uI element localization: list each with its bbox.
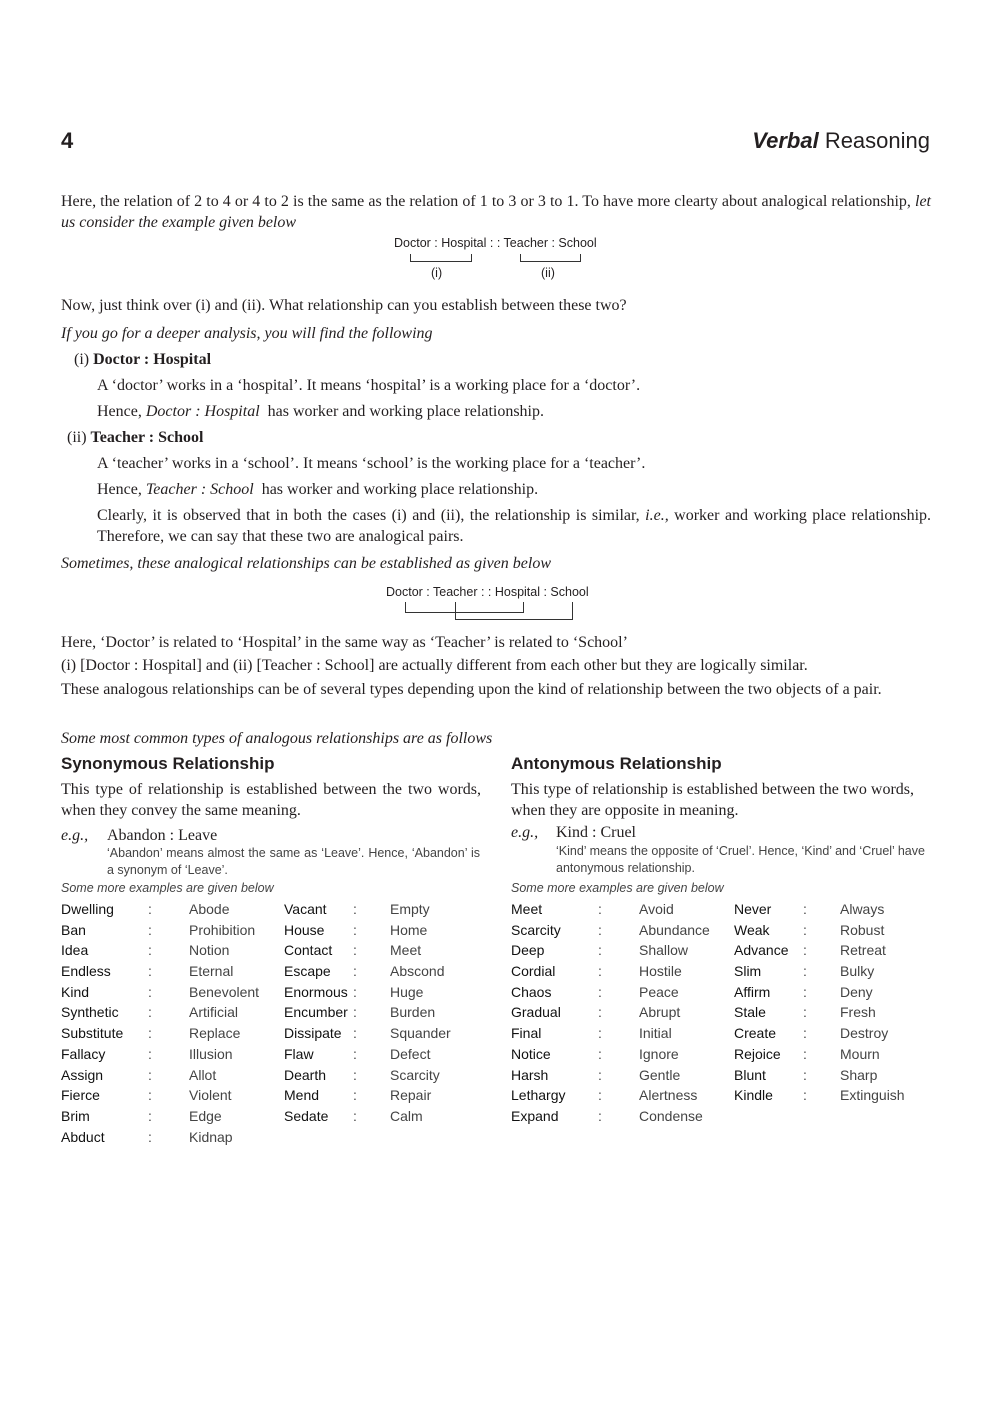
colon-separator: : — [803, 1025, 807, 1042]
word-cell: Destroy — [840, 1025, 889, 1042]
page-number: 4 — [61, 128, 74, 153]
word-cell: Artificial — [189, 1004, 239, 1021]
table-row — [61, 901, 481, 922]
word-cell: Expand — [511, 1107, 559, 1124]
word-cell: Chaos — [511, 983, 552, 1000]
colon-separator: : — [598, 1087, 602, 1104]
diagram-2-text: Doctor : Teacher : : Hospital : School — [386, 585, 589, 599]
table-row — [61, 1025, 481, 1046]
colon-separator: : — [598, 942, 602, 959]
word-cell: Violent — [189, 1087, 232, 1104]
word-cell: Extinguish — [840, 1087, 905, 1104]
word-cell: Encumber — [284, 1004, 348, 1021]
diagram-1-text: Doctor : Hospital : : Teacher : School — [394, 236, 597, 250]
connector-line — [455, 619, 573, 620]
word-cell: Fallacy — [61, 1045, 106, 1062]
word-cell: Abrupt — [639, 1004, 681, 1021]
more-examples-label: Some more examples are given below — [61, 881, 274, 895]
colon-separator: : — [598, 921, 602, 938]
table-row — [511, 1004, 931, 1025]
word-cell: Contact — [284, 942, 333, 959]
connector-line — [523, 602, 524, 613]
table-row — [511, 922, 931, 943]
colon-separator: : — [353, 1087, 357, 1104]
word-cell: Mend — [284, 1087, 320, 1104]
connector-line — [405, 612, 524, 613]
colon-separator: : — [803, 983, 807, 1000]
word-cell: Idea — [61, 942, 89, 959]
word-cell: Replace — [189, 1025, 241, 1042]
word-cell: Flaw — [284, 1045, 314, 1062]
colon-separator: : — [803, 1087, 807, 1104]
word-cell: Peace — [639, 983, 679, 1000]
t: Doctor : Hospital — [145, 403, 260, 420]
intro-italic: let us consider the example given below — [61, 193, 931, 231]
word-cell: Slim — [734, 963, 762, 980]
item-1-line: A ‘doctor’ works in a ‘hospital’. It means ‘hospital’ is a working place for a ‘doctor’. — [97, 377, 641, 394]
colon-separator: : — [598, 963, 602, 980]
bracket-line — [580, 254, 581, 262]
t: Clearly, it is observed that in both the cases (i) and (ii), the relationship is similar, — [97, 507, 640, 524]
table-row — [61, 963, 481, 984]
colon-separator: : — [148, 1107, 152, 1124]
colon-separator: : — [803, 901, 807, 917]
synonym-table — [61, 901, 481, 1149]
word-cell: Notice — [511, 1045, 551, 1062]
table-row — [511, 1046, 931, 1067]
word-cell: Meet — [511, 901, 543, 917]
connector-line — [455, 602, 456, 620]
table-row — [61, 984, 481, 1005]
word-cell: Abode — [189, 901, 230, 917]
word-cell: Abscond — [390, 963, 445, 980]
word-cell: Gradual — [511, 1004, 561, 1021]
colon-separator: : — [148, 1128, 152, 1145]
word-cell: Lethargy — [511, 1087, 566, 1104]
colon-separator: : — [598, 1107, 602, 1124]
word-cell: Defect — [390, 1045, 431, 1062]
item-2-heading — [67, 427, 203, 448]
antonym-table — [511, 901, 931, 1129]
colon-separator: : — [803, 1045, 807, 1062]
colon-separator: : — [598, 1025, 602, 1042]
colon-separator: : — [353, 1025, 357, 1042]
word-cell: Fresh — [840, 1004, 876, 1021]
intro-paragraph — [61, 191, 931, 233]
t: has worker and working place relationship. — [261, 481, 539, 498]
word-cell: Robust — [840, 921, 885, 938]
table-row — [61, 942, 481, 963]
item-title: Doctor : Hospital — [93, 351, 212, 368]
word-cell: Dissipate — [284, 1025, 342, 1042]
word-cell: Fierce — [61, 1087, 100, 1104]
bracket-line — [471, 254, 472, 262]
word-cell: Illusion — [189, 1045, 233, 1062]
word-cell: Condense — [639, 1107, 703, 1124]
word-cell: Brim — [61, 1107, 90, 1124]
t: has worker and working place relationship. — [267, 403, 544, 420]
word-cell: Dwelling — [61, 901, 114, 917]
word-cell: Avoid — [639, 901, 674, 917]
colon-separator: : — [353, 942, 357, 959]
word-cell: Shallow — [639, 942, 689, 959]
eg-label: e.g., — [511, 824, 539, 841]
word-cell: Vacant — [284, 901, 327, 917]
paragraph-italic: Sometimes, these analogical relationships can be established as given below — [61, 555, 551, 572]
word-cell: Huge — [390, 983, 424, 1000]
item-2-line: A ‘teacher’ works in a ‘school’. It means ‘school’ is the working place for a ‘teacher’. — [97, 455, 646, 472]
diagram-1-label-i: (i) — [431, 266, 443, 280]
word-cell: Meet — [390, 942, 422, 959]
colon-separator: : — [598, 1004, 602, 1021]
table-row — [511, 942, 931, 963]
word-cell: Affirm — [734, 983, 771, 1000]
table-row — [61, 1067, 481, 1088]
item-2-hence — [97, 479, 538, 500]
colon-separator: : — [353, 1004, 357, 1021]
word-cell: Prohibition — [189, 921, 256, 938]
running-title — [752, 128, 930, 154]
word-cell: Scarcity — [390, 1066, 440, 1083]
word-cell: Scarcity — [511, 921, 561, 938]
eg-label: e.g., — [61, 827, 89, 844]
word-cell: Deny — [840, 983, 873, 1000]
colon-separator: : — [148, 1045, 152, 1062]
example-explain: ‘Kind’ means the opposite of ‘Cruel’. Hence, ‘Kind’ and ‘Cruel’ have antonymous relationship. — [556, 844, 925, 875]
table-row — [511, 1087, 931, 1108]
item-2-clearly — [97, 505, 931, 547]
word-cell: Mourn — [840, 1045, 880, 1062]
colon-separator: : — [598, 1066, 602, 1083]
word-cell: Gentle — [639, 1066, 681, 1083]
colon-separator: : — [148, 1025, 152, 1042]
diagram-1-label-ii: (ii) — [541, 266, 555, 280]
word-cell: Ban — [61, 921, 86, 938]
word-cell: Deep — [511, 942, 545, 959]
colon-separator: : — [353, 921, 357, 938]
word-cell: Ignore — [639, 1045, 679, 1062]
colon-separator: : — [148, 921, 152, 938]
paragraph: These analogous relationships can be of several types depending upon the kind of relationship between the two objects of a pair. — [61, 681, 882, 698]
word-cell: Allot — [189, 1066, 217, 1083]
word-cell: Squander — [390, 1025, 451, 1042]
colon-separator: : — [803, 1004, 807, 1021]
word-cell: Hostile — [639, 963, 682, 980]
word-cell: Stale — [734, 1004, 766, 1021]
colon-separator: : — [803, 942, 807, 959]
colon-separator: : — [353, 1045, 357, 1062]
table-row — [511, 1025, 931, 1046]
bracket-line — [520, 261, 581, 262]
colon-separator: : — [598, 983, 602, 1000]
t: Teacher : School — [145, 481, 254, 498]
word-cell: Abundance — [639, 921, 710, 938]
section-desc: This type of relationship is established between the two words, when they convey the same meaning. — [61, 781, 481, 819]
word-cell: Burden — [390, 1004, 436, 1021]
table-row — [511, 1108, 931, 1129]
section-heading-synonymous: Synonymous Relationship — [61, 754, 275, 773]
colon-separator: : — [353, 1066, 357, 1083]
colon-separator: : — [148, 983, 152, 1000]
table-row — [511, 901, 931, 922]
intro-text: Here, the relation of 2 to 4 or 4 to 2 is the same as the relation of 1 to 3 or 3 to 1. To have more clearty about analogical relationship, — [61, 193, 911, 210]
table-row — [511, 1067, 931, 1088]
section-desc: This type of relationship is established between the two words, when they are opposite in meaning. — [511, 781, 914, 819]
colon-separator: : — [353, 983, 357, 1000]
table-row — [61, 1087, 481, 1108]
colon-separator: : — [598, 1045, 602, 1062]
item-1-heading — [74, 349, 211, 370]
paragraph-italic: If you go for a deeper analysis, you will find the following — [61, 325, 433, 342]
paragraph: (i) [Doctor : Hospital] and (ii) [Teacher : School] are actually different from each other but they are logically similar. — [61, 657, 808, 674]
section-heading-antonymous: Antonymous Relationship — [511, 754, 722, 773]
word-cell: Advance — [734, 942, 789, 959]
example-explain: ‘Abandon’ means almost the same as ‘Leave’. Hence, ‘Abandon’ is a synonym of ‘Leave’. — [107, 846, 480, 877]
word-cell: Rejoice — [734, 1045, 781, 1062]
word-cell: Retreat — [840, 942, 886, 959]
colon-separator: : — [353, 963, 357, 980]
example-pair: Abandon : Leave — [107, 827, 218, 844]
word-cell: Kind — [61, 983, 90, 1000]
word-cell: Enormous — [284, 983, 348, 1000]
table-row — [61, 922, 481, 943]
item-1-hence — [97, 401, 544, 422]
table-row — [61, 1108, 481, 1129]
bracket-line — [410, 261, 472, 262]
colon-separator: : — [148, 1066, 152, 1083]
word-cell: Alertness — [639, 1087, 698, 1104]
connector-line — [572, 602, 573, 620]
more-examples-label: Some more examples are given below — [511, 881, 724, 895]
word-cell: Home — [390, 921, 428, 938]
word-cell: Eternal — [189, 963, 234, 980]
word-cell: Sharp — [840, 1066, 878, 1083]
colon-separator: : — [803, 963, 807, 980]
colon-separator: : — [803, 1066, 807, 1083]
word-cell: Endless — [61, 963, 111, 980]
t: Hence, — [97, 481, 142, 498]
title-italic: Verbal — [752, 128, 819, 153]
colon-separator: : — [148, 1087, 152, 1104]
word-cell: Synthetic — [61, 1004, 119, 1021]
word-cell: Always — [840, 901, 885, 917]
word-cell: Benevolent — [189, 983, 260, 1000]
table-row — [511, 963, 931, 984]
word-cell: Empty — [390, 901, 430, 917]
item-num: (ii) — [67, 429, 87, 446]
colon-separator: : — [148, 1004, 152, 1021]
item-title: Teacher : School — [90, 429, 204, 446]
paragraph-italic: Some most common types of analogous relationships are as follows — [61, 730, 493, 747]
colon-separator: : — [148, 942, 152, 959]
colon-separator: : — [598, 901, 602, 917]
paragraph: Now, just think over (i) and (ii). What relationship can you establish between these two? — [61, 297, 627, 314]
item-num: (i) — [74, 351, 90, 368]
word-cell: Never — [734, 901, 772, 917]
table-row — [61, 1004, 481, 1025]
t: i.e., — [645, 507, 669, 524]
word-cell: Edge — [189, 1107, 222, 1124]
word-cell: Final — [511, 1025, 542, 1042]
paragraph: Here, ‘Doctor’ is related to ‘Hospital’ in the same way as ‘Teacher’ is related to ‘School’ — [61, 634, 628, 651]
example-pair: Kind : Cruel — [556, 824, 636, 841]
word-cell: Harsh — [511, 1066, 549, 1083]
table-row — [61, 1129, 481, 1150]
word-cell: Cordial — [511, 963, 556, 980]
word-cell: Notion — [189, 942, 230, 959]
word-cell: Create — [734, 1025, 777, 1042]
word-cell: Dearth — [284, 1066, 327, 1083]
word-cell: Kidnap — [189, 1128, 233, 1145]
word-cell: Repair — [390, 1087, 432, 1104]
title-rest: Reasoning — [824, 128, 930, 153]
table-row — [511, 984, 931, 1005]
word-cell: Initial — [639, 1025, 672, 1042]
colon-separator: : — [148, 901, 152, 917]
colon-separator: : — [353, 1107, 357, 1124]
word-cell: Calm — [390, 1107, 423, 1124]
colon-separator: : — [148, 963, 152, 980]
word-cell: Sedate — [284, 1107, 329, 1124]
word-cell: Kindle — [734, 1087, 773, 1104]
word-cell: Weak — [734, 921, 770, 938]
t: worker and working place relationship. Therefore, we can say that these two are analogical pairs. — [97, 507, 932, 545]
t: Hence, — [97, 403, 142, 420]
word-cell: Escape — [284, 963, 331, 980]
word-cell: Blunt — [734, 1066, 766, 1083]
word-cell: House — [284, 921, 325, 938]
word-cell: Bulky — [840, 963, 875, 980]
word-cell: Substitute — [61, 1025, 124, 1042]
word-cell: Abduct — [61, 1128, 105, 1145]
word-cell: Assign — [61, 1066, 104, 1083]
colon-separator: : — [353, 901, 357, 917]
table-row — [61, 1046, 481, 1067]
colon-separator: : — [803, 921, 807, 938]
